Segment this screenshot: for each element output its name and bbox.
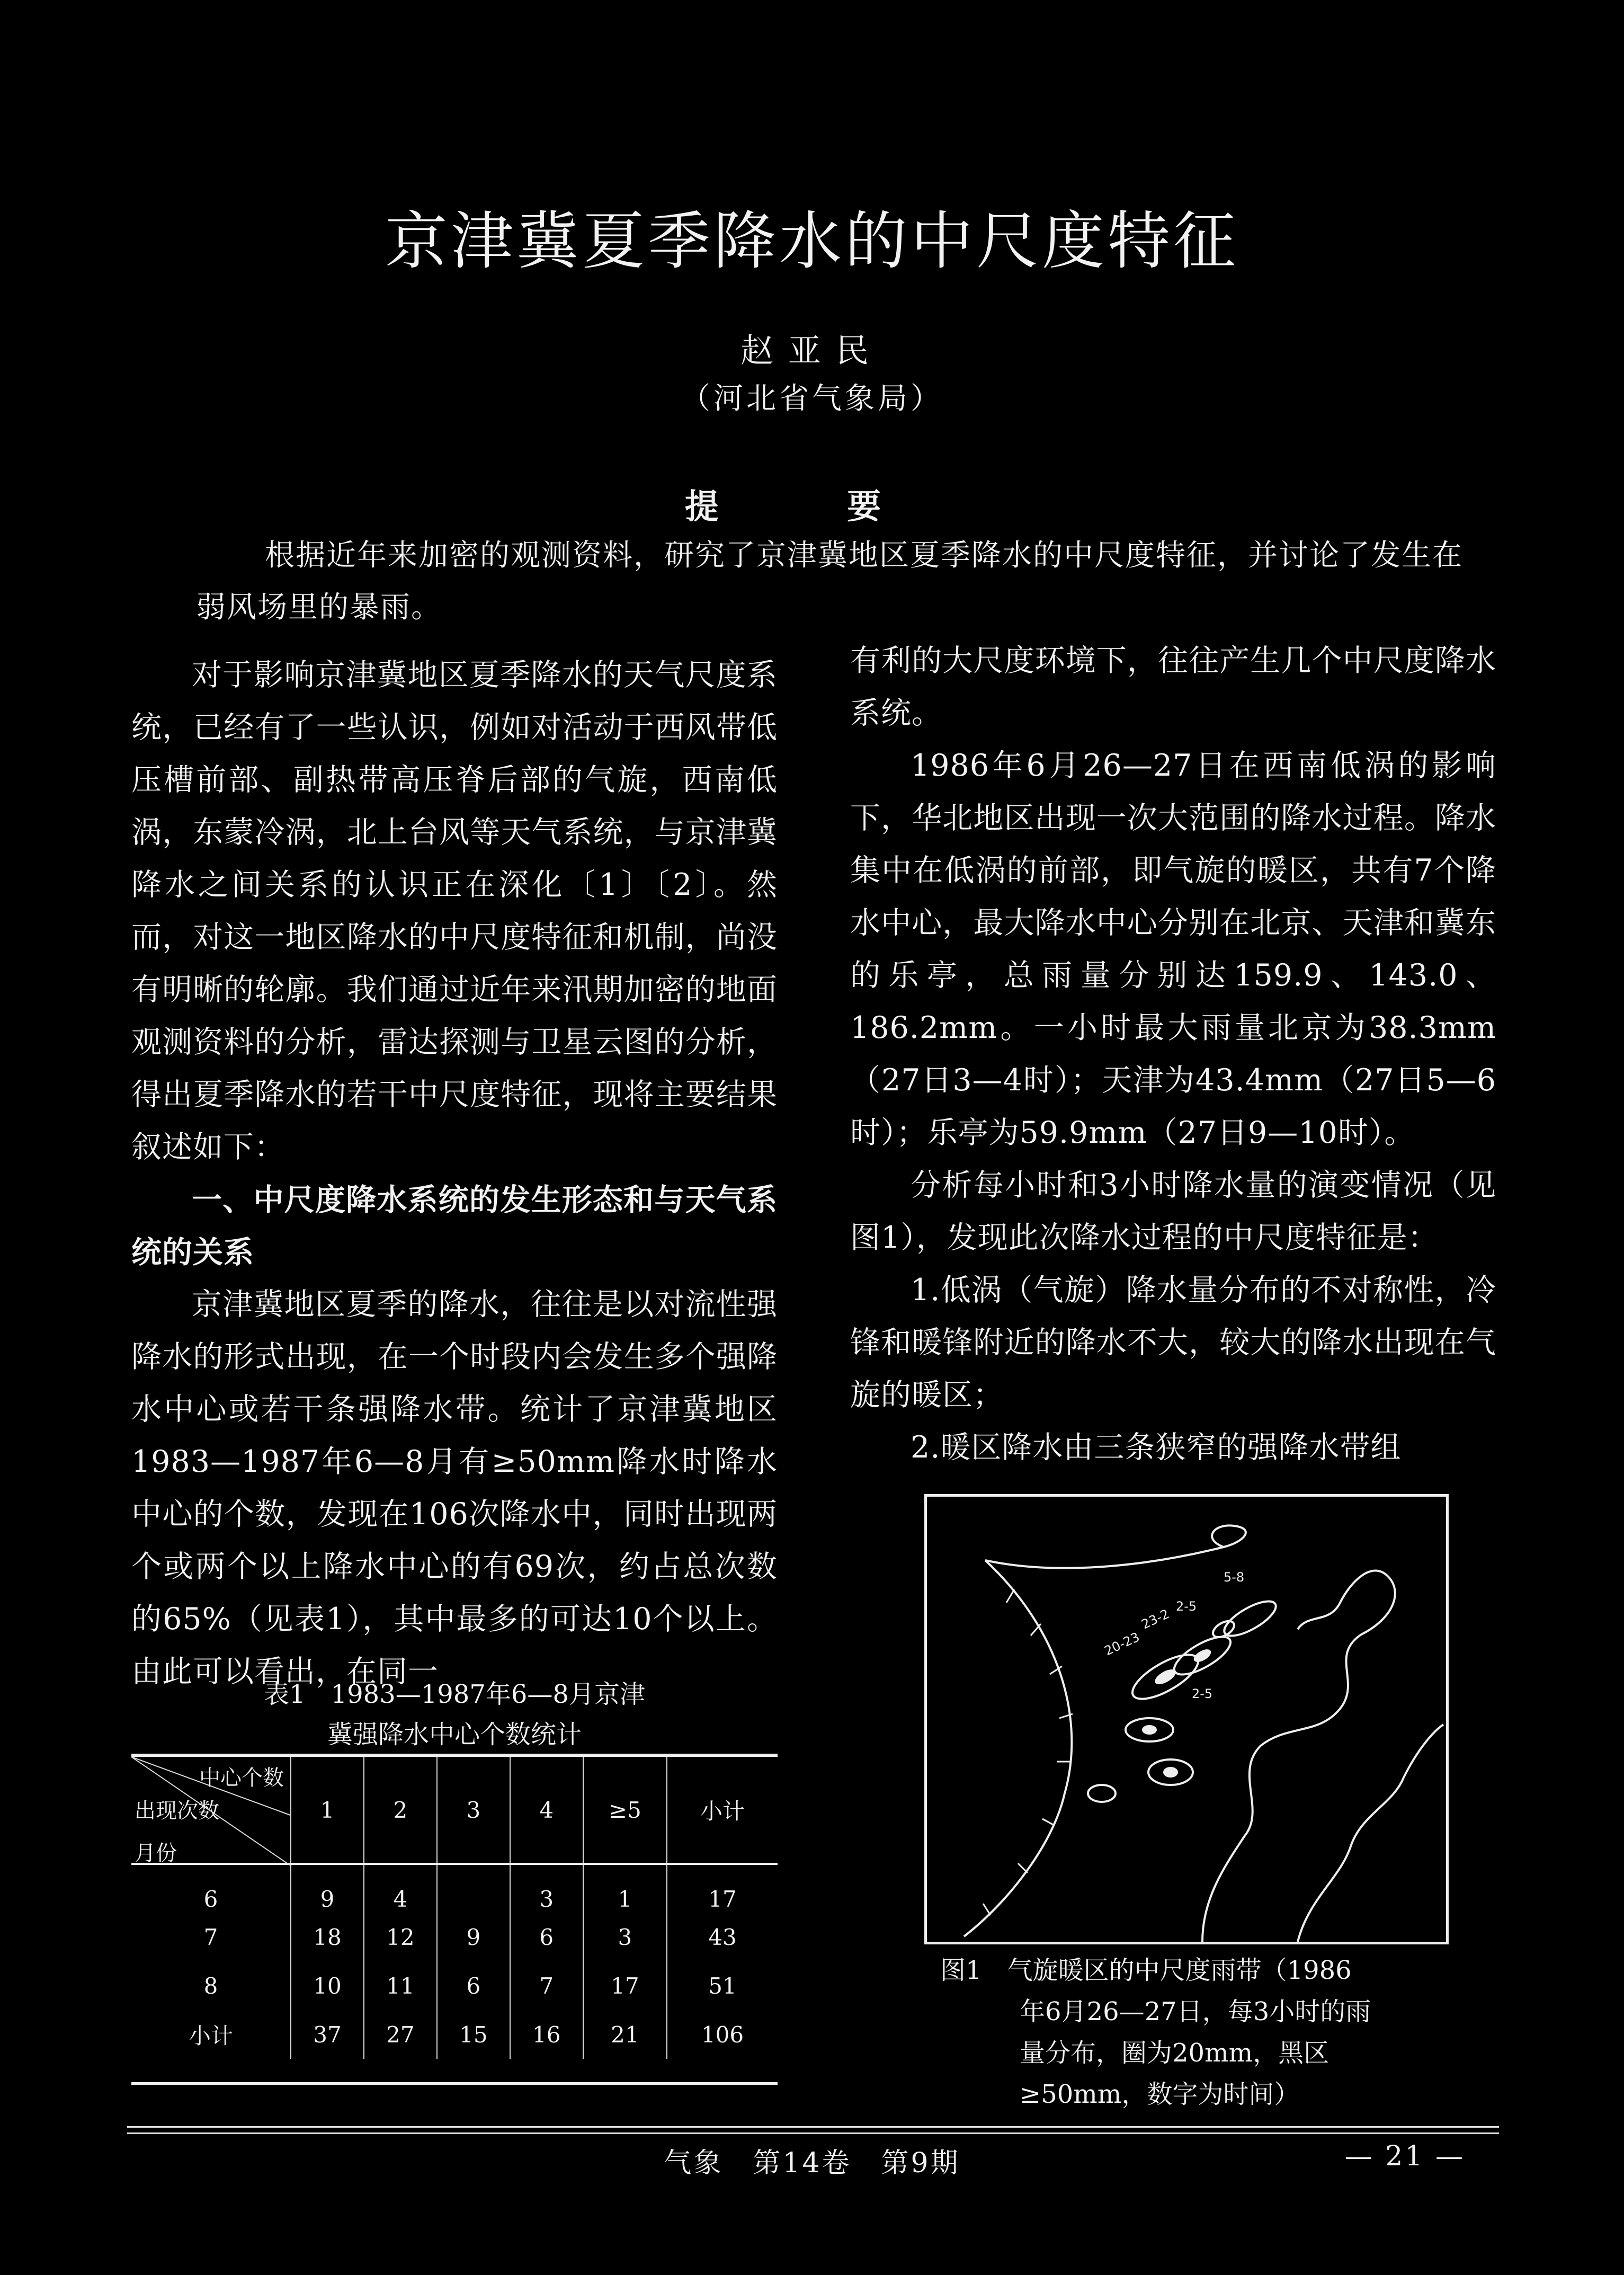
time-label: 2-5 [1176,1599,1197,1614]
table-cell [437,1864,510,1913]
row-label: 7 [203,1924,218,1950]
col-header: 小计 [667,1755,778,1864]
table-cell: 11 [364,1961,437,2010]
abstract-text: 根据近年来加密的观测资料，研究了京津冀地区夏季降水的中尺度特征，并讨论了发生在弱风场里的暴雨。 [196,538,1463,625]
col-header: 1 [291,1755,364,1864]
table-row-total [131,2010,778,2059]
feature-item-1: 1.低涡（气旋）降水量分布的不对称性，冷锋和暖锋附近的降水不大，较大的降水出现在气旋的暖区； [850,1273,1496,1412]
col-header: 2 [364,1755,437,1864]
corner-top-label: 中心个数 [199,1766,284,1790]
figure-caption-line4: ≥50mm，数字为时间） [1020,2080,1300,2109]
heavy-rain-cores [1142,1647,1213,1778]
col-header: ≥5 [583,1755,667,1864]
figure-caption [940,1950,1443,2115]
row-label: 小计 [188,2023,233,2049]
time-label: 2-5 [1192,1686,1213,1701]
table-bottom-rule [131,2082,778,2085]
table-cell: 17 [583,1961,667,2010]
table-cell: 17 [667,1864,778,1913]
journal-footer: 气象 第14卷 第9期 [664,2147,960,2179]
table-cell: 6 [437,1961,510,2010]
table-cell: 16 [510,2010,583,2059]
col-header: 4 [510,1755,583,1864]
front-teeth [983,1589,1073,1915]
author-affiliation: （河北省气象局） [681,381,943,416]
table-row [131,1864,778,1913]
table-cell: 37 [291,2010,364,2059]
section-paragraph: 京津冀地区夏季的降水，往往是以对流性强降水的形式出现，在一个时段内会发生多个强降水中心或若干条强降水带。统计了京津冀地区1983—1987年6—8月有≥50mm降水时降水中心的个数，发现在106次降水中，同时出现两个或两个以上降水中心的有69次，约占总次数的65%（见表1），其中最多的可达10个以上。由此可以看出，在同一 [131,1287,778,1689]
table-row [131,1913,778,1961]
table-cell: 18 [291,1913,364,1961]
paper-title: 京津冀夏季降水的中尺度特征 [385,205,1239,278]
row-label: 6 [203,1886,218,1912]
row-label: 8 [203,1972,218,1999]
figure-caption-text1: 气旋暖区的中尺度雨带（1986 [1007,1956,1352,1985]
author-name: 赵亚民 [740,331,884,370]
time-label: 5-8 [1224,1570,1245,1585]
table-caption-line2: 冀强降水中心个数统计 [327,1720,582,1749]
section-heading: 一、中尺度降水系统的发生形态和与天气系统的关系 [131,1182,778,1270]
page-number: — 21 — [1344,2140,1465,2172]
continued-paragraph: 有利的大尺度环境下，往往产生几个中尺度降水系统。 [850,643,1496,731]
col-header: 3 [437,1755,510,1864]
figure-rainband-map [924,1494,1449,1944]
coastline [1202,1571,1395,1942]
analysis-paragraph: 分析每小时和3小时降水量的演变情况（见图1），发现此次降水过程的中尺度特征是： [850,1168,1496,1255]
table-corner-cell [131,1755,291,1864]
table-cell: 9 [291,1864,364,1913]
table-cell: 7 [510,1961,583,2010]
table-cell: 51 [667,1961,778,2010]
table-cell: 9 [437,1913,510,1961]
table-cell: 3 [510,1864,583,1913]
intro-paragraph: 对于影响京津冀地区夏季降水的天气尺度系统，已经有了一些认识，例如对活动于西风带低压槽前部、副热带高压脊后部的气旋，西南低涡，东蒙冷涡，北上台风等天气系统，与京津冀降水之间关系的认识正在深化〔1〕〔2〕。然而，对这一地区降水的中尺度特征和机制，尚没有明晰的轮廓。我们通过近年来汛期加密的地面观测资料的分析，雷达探测与卫星云图的分析，得出夏季降水的若干中尺度特征，现将主要结果叙述如下： [131,657,778,1165]
rainband-map-svg [927,1497,1446,1942]
time-label: 23-2 [1139,1606,1172,1632]
table-caption-line1: 表1 1983—1987年6—8月京津 [264,1679,645,1709]
figure-caption-line1 [940,1950,1443,1991]
time-label: 20-23 [1102,1629,1142,1659]
rain-areas [1088,1595,1281,1802]
footer-rule-top [127,2126,1499,2128]
feature-item-2: 2.暖区降水由三条狭窄的强降水带组 [911,1430,1402,1465]
table-cell: 106 [667,2010,778,2059]
data-table [131,1754,778,2059]
table-cell: 6 [510,1913,583,1961]
table-cell: 21 [583,2010,667,2059]
table-cell: 1 [583,1864,667,1913]
abstract-heading: 提 要 [684,487,940,527]
warm-front-line [985,1525,1246,1568]
table-cell: 3 [583,1913,667,1961]
table-cell: 4 [364,1864,437,1913]
left-column [131,649,778,1698]
table-cell: 27 [364,2010,437,2059]
table-row [131,1961,778,2010]
cold-front-line [964,1560,1072,1936]
right-column [850,635,1496,1474]
figure-number: 图1 [940,1956,982,1985]
corner-bottom-label: 月份 [135,1841,177,1865]
figure-caption-line3: 量分布，圈为20mm，黑区 [1020,2038,1329,2068]
table-cell: 10 [291,1961,364,2010]
table-header-row [131,1755,778,1864]
table-cell: 15 [437,2010,510,2059]
table-cell: 12 [364,1913,437,1961]
case-paragraph: 1986年6月26—27日在西南低涡的影响下，华北地区出现一次大范围的降水过程。降水集中在低涡的前部，即气旋的暖区，共有7个降水中心，最大降水中心分别在北京、天津和冀东的乐亭，总雨量分别达159.9、143.0、186.2mm。一小时最大雨量北京为38.3mm（27日3—4时）；天津为43.4mm（27日5—6时）；乐亭为59.9mm（27日9—10时）。 [850,748,1496,1150]
corner-mid-label: 出现次数 [135,1799,219,1823]
figure-caption-line2: 年6月26—27日，每3小时的雨 [1020,1997,1371,2027]
peninsula-coast [1298,1725,1443,1942]
table-cell: 43 [667,1913,778,1961]
table-caption [131,1674,778,1755]
footer-rule-bottom [127,2132,1499,2134]
